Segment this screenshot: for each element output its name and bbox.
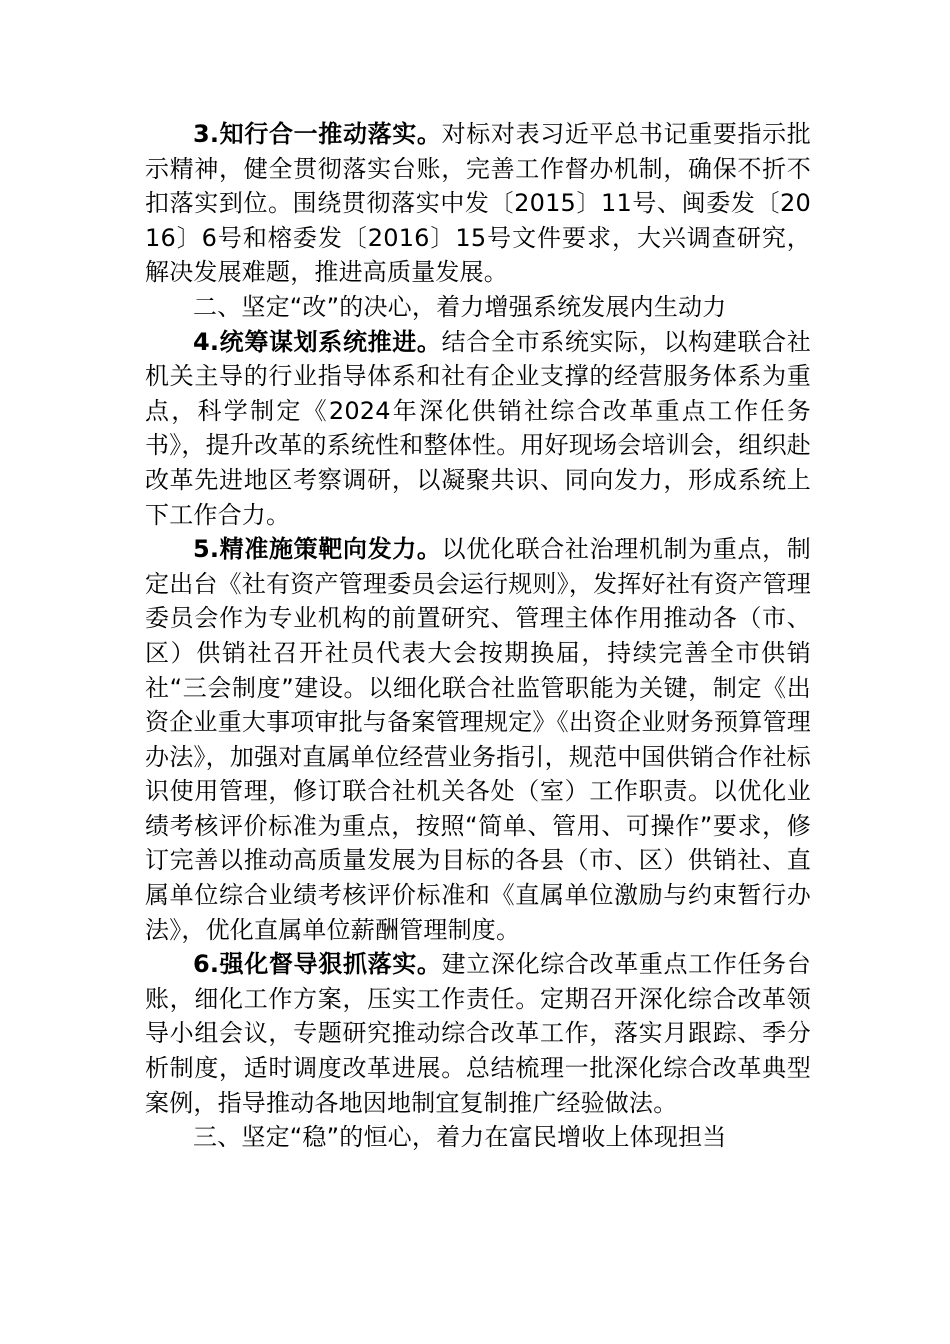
paragraph-item-6 xyxy=(145,947,811,1120)
item-lead-6: 6.强化督导狠抓落实。 xyxy=(193,950,442,979)
document-page xyxy=(145,117,811,1155)
item-text-6: 建立深化综合改革重点工作任务台账，细化工作方案，压实工作责任。定期召开深化综合改革领导小组会议，专题研究推动综合改革工作，落实月跟踪、季分析制度，适时调度改革进展。总结梳理一批深化综合改革典型案例，指导推动各地因地制宜复制推广经验做法。 xyxy=(145,950,811,1117)
item-lead-4: 4.统筹谋划系统推进。 xyxy=(193,327,442,356)
paragraph-item-3 xyxy=(145,117,811,290)
item-lead-3: 3.知行合一推动落实。 xyxy=(193,120,442,148)
item-lead-5: 5.精准施策靶向发力。 xyxy=(193,535,442,564)
section-heading-3: 三、坚定“稳”的恒心，着力在富民增收上体现担当 xyxy=(193,1123,727,1152)
item-text-3: 对标对表习近平总书记重要指示批示精神，健全贯彻落实台账，完善工作督办机制，确保不折不扣落实到位。围绕贯彻落实中发〔2015〕11号、闽委发〔2016〕6号和榕委发〔2016〕15号文件要求，大兴调查研究，解决发展难题，推进高质量发展。 xyxy=(145,120,811,287)
item-text-4: 结合全市系统实际，以构建联合社机关主导的行业指导体系和社有企业支撑的经营服务体系为重点，科学制定《2024年深化供销社综合改革重点工作任务书》，提升改革的系统性和整体性。用好现场会培训会，组织赴改革先进地区考察调研，以凝聚共识、同向发力，形成系统上下工作合力。 xyxy=(145,327,811,529)
paragraph-item-4 xyxy=(145,325,811,533)
item-text-5: 以优化联合社治理机制为重点，制定出台《社有资产管理委员会运行规则》，发挥好社有资产管理委员会作为专业机构的前置研究、管理主体作用推动各（市、区）供销社召开社员代表大会按期换届，持续完善全市供销社“三会制度”建设。以细化联合社监管职能为关键，制定《出资企业重大事项审批与备案管理规定》《出资企业财务预算管理办法》，加强对直属单位经营业务指引，规范中国供销合作社标识使用管理，修订联合社机关各处（室）工作职责。以优化业绩考核评价标准为重点，按照“简单、管用、可操作”要求，修订完善以推动高质量发展为目标的各县（市、区）供销社、直属单位综合业绩考核评价标准和《直属单位激励与约束暂行办法》，优化直属单位薪酬管理制度。 xyxy=(145,535,811,944)
paragraph-item-5 xyxy=(145,532,811,947)
section-heading-2: 二、坚定“改”的决心，着力增强系统发展内生动力 xyxy=(193,292,727,321)
